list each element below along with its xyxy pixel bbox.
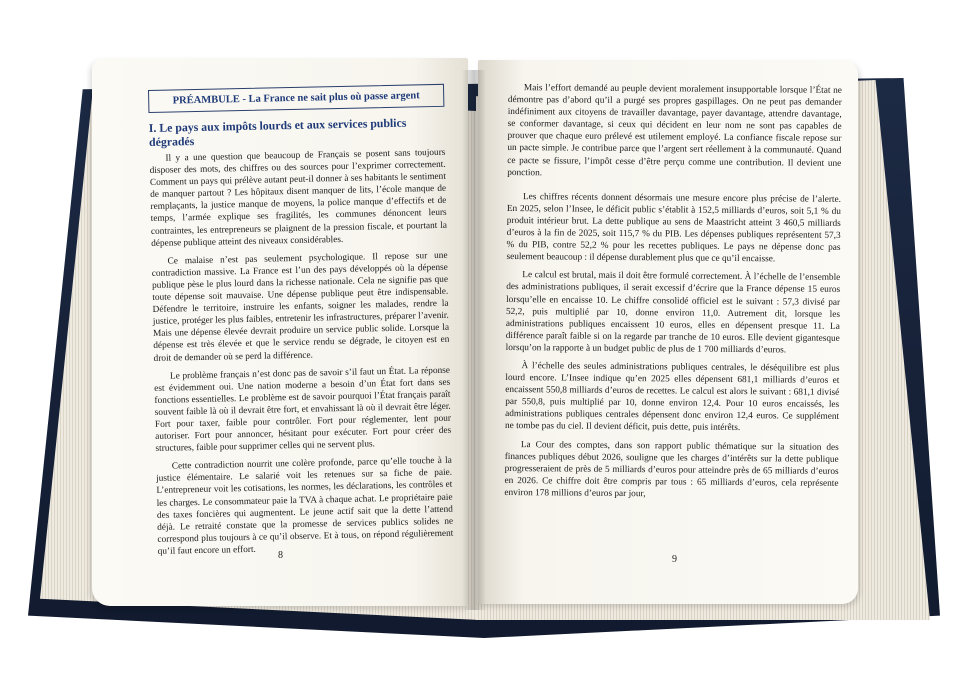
book-gutter xyxy=(462,70,486,610)
paragraph: Mais l’effort demandé au peuple devient moralement insupportable lorsque l’État ne démontre pas d’abord qu’il a purgé ses propres gaspillages. On ne peut pas demander indéfiniment aux citoyens de travailler davantage, payer davantage, attendre davantage, se conformer davantage, si ceux qui décident en leur nom ne sont pas capables de prouver que chaque euro prélevé est utilement employé. La confiance fiscale repose sur un pacte simple. Je contribue parce que l’argent sert réellement à la communauté. Quand ce pacte se fissure, l’impôt cesse d’être perçu comme une contribution. Il devient une ponction. xyxy=(507,83,842,178)
page-number: 8 xyxy=(278,550,283,561)
paragraph: Les chiffres récents donnent désormais une mesure encore plus précise de l’alerte. En 2025, selon l’Insee, le déficit public s’établit à 152,5 milliards d’euros, soit 5,1 % du produit intérieur brut. La dette publique au sens de Maastricht atteint 3 460,5 milliards d’euros à la fin de 2025, soit 115,7 % du PIB. Les dépenses publiques représentent 57,3 % du PIB, contre 52,2 % pour les recettes publiques. Le pays ne dépense donc pas seulement beaucoup : il dépense durablement plus que ce qu’il encaisse. xyxy=(506,191,842,265)
paragraph: À l’échelle des seules administrations publiques centrales, le déséquilibre est plus lourd encore. L’Insee indique qu’en 2025 elles dépensent 681,1 milliards d’euros et encaissent 550,8 milliards d’euros de recettes. Le calcul est alors le suivant : 681,1 divisé par 550,8, puis multiplié par 10, donne environ 12,4. Pour 10 euros encaissés, les administrations publiques centrales dépensent donc environ 12,4 euros. Ce supplément ne tombe pas du ciel. Il devient déficit, puis dette, puis intérêts. xyxy=(504,361,840,434)
left-page-text xyxy=(148,84,454,564)
paragraph: Ce malaise n’est pas seulement psychologique. Il repose sur une contradiction massive. La France est l’un des pays développés où la dépense publique pèse le plus lourd dans la richesse nationale. Cela ne signifie pas que toute dépense soit mauvaise. Une dépense publique peut être indispensable. Défendre le territoire, instruire les enfants, soigner les malades, rendre la justice, protéger les plus faibles, entretenir les infrastructures, préparer l’avenir. Mais une dépense élevée devrait produire un service public solide. Lorsque la dépense est très élevée et que le service rendu se dégrade, le citoyen est en droit de demander où se perd la différence. xyxy=(151,250,450,364)
right-page-text xyxy=(504,82,842,508)
section-title: I. Le pays aux impôts lourds et aux services publics dégradés xyxy=(148,115,407,149)
paragraph: Cette contradiction nourrit une colère profonde, parce qu’elle touche à la justice élémentaire. Le salarié voit les retenues sur sa fiche de paie. L’entrepreneur voit les cotisations, les normes, les déclarations, les contrôles et les charges. Le consommateur paie la TVA à chaque achat. Le propriétaire paie des taxes foncières qui augmentent. Le jeune actif sait que la dette l’attend déjà. Le retraité constate que la promesse de services publics solides ne correspond plus toujours à ce qu’il observe. Et à tous, on répond régulièrement qu’il faut encore un effort. xyxy=(156,455,454,557)
paragraph: Il y a une question que beaucoup de Français se posent sans toujours disposer des mots, des chiffres ou des sources pour l’exprimer correctement. Comment un pays qui prélève autant peut-il donner à ses habitants le sentiment de manquer partout ? Les hôpitaux disent manquer de lits, l’école manque de remplaçants, la justice manque de moyens, la police manque d’effectifs et de temps, l’armée explique ses fragilités, les communes dénoncent leurs contraintes, les entrepreneurs se plaignent de la pression fiscale, et pourtant la dépense publique atteint des niveaux considérables. xyxy=(149,147,448,249)
paragraph: La Cour des comptes, dans son rapport public thématique sur la situation des finances publiques début 2026, souligne que les charges d’intérêts sur la dette publique progresseraient de près de 5 milliards d’euros pour atteindre près de 65 milliards d’euros en 2026. Ce chiffre doit être compris par tous : 65 milliards d’euros, cela représente environ 178 millions d’euros par jour, xyxy=(504,439,839,500)
page-number: 9 xyxy=(672,554,677,565)
left-page xyxy=(92,58,468,606)
paragraph: Le calcul est brutal, mais il doit être formulé correctement. À l’échelle de l’ensemble des administrations publiques, il serait excessif d’écrire que la France dépense 15 euros lorsqu’elle en encaisse 10. Le chiffre consolidé officiel est le suivant : 57,3 divisé par 52,2, puis multiplié par 10, donne environ 11,0. Autrement dit, lorsque les administrations publiques encaissent 10 euros, elles en dépensent presque 11. La différence paraît faible si on la regarde par tranche de 10 euros. Elle devient gigantesque lorsqu’on la rapporte à un budget public de plus de 1 700 milliards d’euros. xyxy=(505,270,841,356)
paragraph: Le problème français n’est donc pas de savoir s’il faut un État. La réponse est évidemment oui. Une nation moderne a besoin d’un État fort dans ses fonctions essentielles. Le problème est de savoir pourquoi l’État français paraît souvent faible là où il devrait être fort, et envahissant là où il devrait être léger. Fort pour taxer, faible pour contrôler. Fort pour réglementer, lent pour autoriser. Fort pour annoncer, hésitant pour exécuter. Fort pour créer des structures, faible pour supprimer celles qui ne servent plus. xyxy=(154,365,452,455)
right-page xyxy=(478,60,858,604)
preamble-title: PRÉAMBULE - La France ne sait plus où passe argent xyxy=(148,84,444,113)
